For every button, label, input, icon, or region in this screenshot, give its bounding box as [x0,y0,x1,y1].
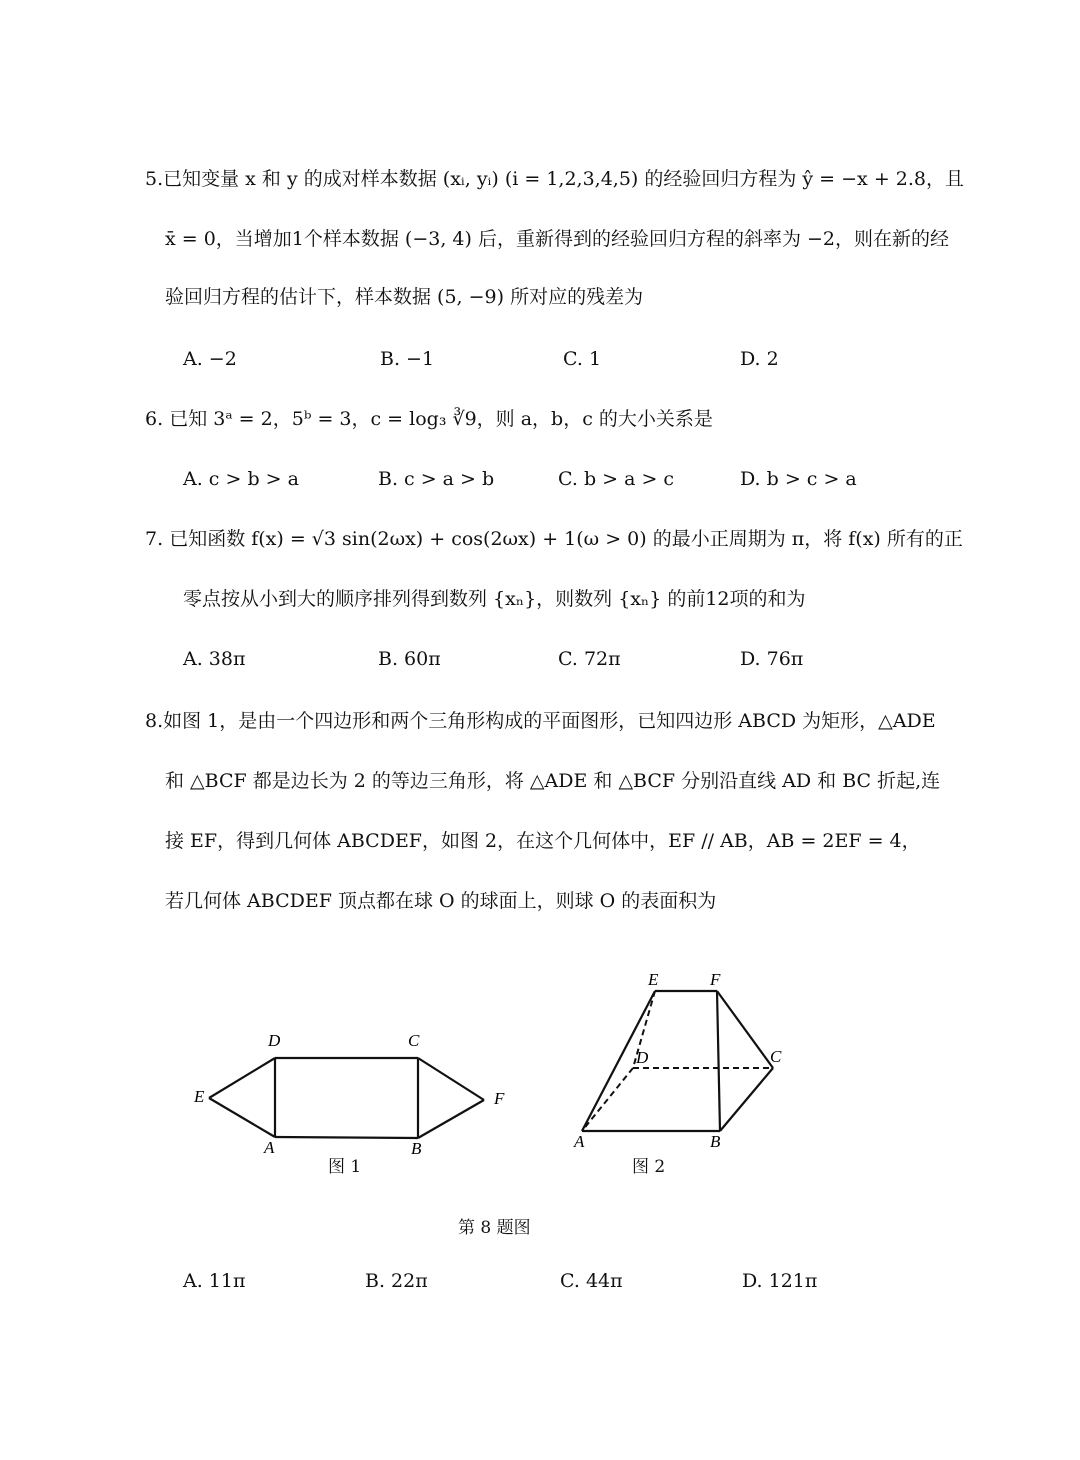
label-a: A [264,1138,275,1157]
label-c: C [408,1031,420,1050]
label-f: F [710,970,721,989]
label-b: B [710,1132,721,1151]
option-c[interactable]: C. 72π [558,648,621,670]
edge-cf [418,1058,484,1100]
question-number: 6. [145,408,164,430]
label-c: C [770,1047,782,1066]
question-8-line-3: 接 EF，得到几何体 ABCDEF，如图 2，在这个几何体中，EF // AB，AB = 2EF = 4， [165,830,921,852]
figure-2 [560,960,800,1160]
question-text: 已知变量 x 和 y 的成对样本数据 (xᵢ, yᵢ) (i = 1,2,3,4,5) 的经验回归方程为 ŷ = −x + 2.8，且 [163,168,964,190]
question-5-line-3: 验回归方程的估计下，样本数据 (5, −9) 所对应的残差为 [165,286,644,308]
question-6-line-1 [145,410,713,429]
question-number: 7. [145,528,164,550]
option-a[interactable]: A. −2 [183,348,237,370]
question-text: 已知 3ᵃ = 2，5ᵇ = 3，c = log₃ ∛9，则 a，b，c 的大小关系是 [169,408,713,430]
question-8-line-2: 和 △BCF 都是边长为 2 的等边三角形，将 △ADE 和 △BCF 分别沿直线 AD 和 BC 折起,连 [165,770,941,792]
label-e: E [194,1087,205,1106]
edge-ab [275,1137,418,1138]
option-a[interactable]: A. 11π [183,1270,246,1292]
question-text: 已知函数 f(x) = √3 sin(2ωx) + cos(2ωx) + 1(ω > 0) 的最小正周期为 π，将 f(x) 所有的正 [169,528,963,550]
label-a: A [574,1132,585,1151]
label-f: F [494,1089,505,1108]
question-5-line-1 [145,170,964,189]
option-d[interactable]: D. 2 [740,348,779,370]
edge-fb [717,991,720,1131]
question-8-line-1 [145,712,936,731]
figure-1-caption: 图 1 [328,1157,362,1177]
label-b: B [411,1139,422,1158]
label-e: E [648,970,659,989]
question-8-line-4: 若几何体 ABCDEF 顶点都在球 O 的球面上，则球 O 的表面积为 [165,890,717,912]
edge-cb [720,1068,773,1131]
option-a[interactable]: A. 38π [183,648,246,670]
option-b[interactable]: B. −1 [380,348,435,370]
option-c[interactable]: C. 44π [560,1270,623,1292]
question-5-line-2: x̄ = 0，当增加1个样本数据 (−3, 4) 后，重新得到的经验回归方程的斜率为 −2，则在新的经 [165,228,950,250]
option-b[interactable]: B. 22π [365,1270,428,1292]
option-b[interactable]: B. 60π [378,648,441,670]
option-c[interactable]: C. b > a > c [558,468,675,490]
edge-de [209,1058,275,1098]
figure-group-caption: 第 8 题图 [458,1218,531,1238]
option-c[interactable]: C. 1 [563,348,602,370]
option-d[interactable]: D. b > c > a [740,468,857,490]
option-d[interactable]: D. 121π [742,1270,818,1292]
question-number: 5. [145,168,164,190]
edge-fc [717,991,773,1068]
option-a[interactable]: A. c > b > a [183,468,299,490]
figure-2-caption: 图 2 [632,1157,666,1177]
question-text: 如图 1，是由一个四边形和两个三角形构成的平面图形，已知四边形 ABCD 为矩形，△ADE [163,710,936,732]
option-d[interactable]: D. 76π [740,648,804,670]
edge-da-hidden [582,1068,633,1131]
edge-ea [209,1098,275,1137]
label-d: D [636,1048,649,1067]
question-7-line-1 [145,530,963,549]
question-number: 8. [145,710,164,732]
option-b[interactable]: B. c > a > b [378,468,495,490]
label-d: D [268,1031,281,1050]
edge-fb [418,1100,484,1138]
question-7-line-2: 零点按从小到大的顺序排列得到数列 {xₙ}，则数列 {xₙ} 的前12项的和为 [183,588,806,610]
